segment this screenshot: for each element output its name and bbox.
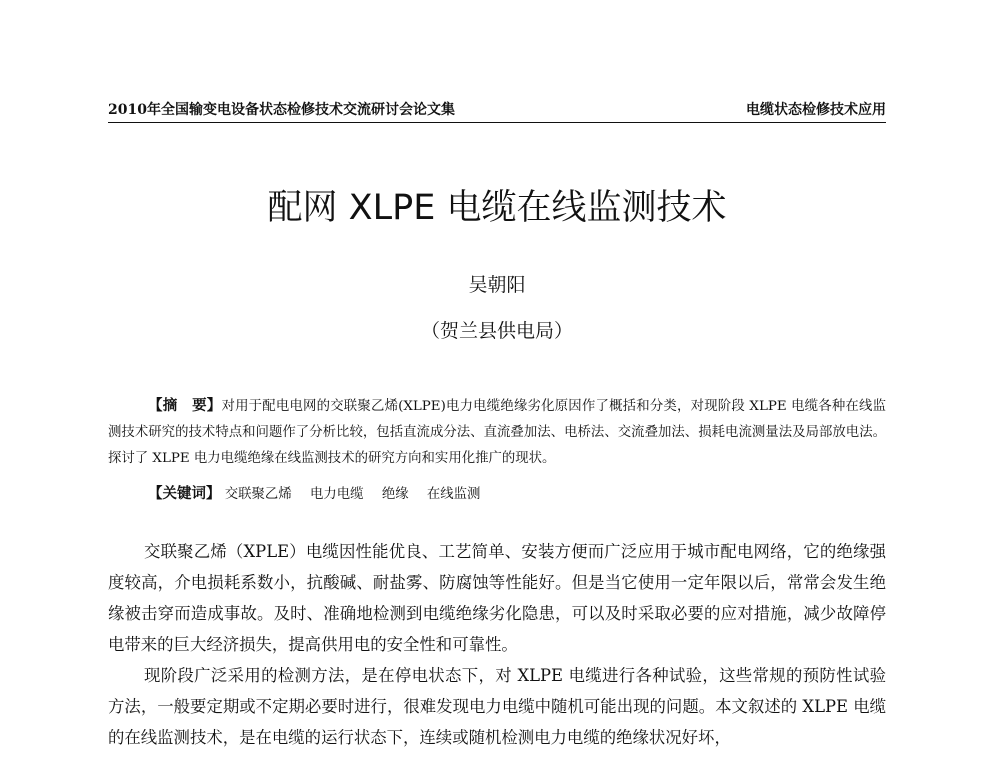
body-paragraph: 交联聚乙烯（XPLE）电缆因性能优良、工艺简单、安装方便而广泛应用于城市配电网络，它的绝缘强度较高，介电损耗系数小，抗酸碱、耐盐雾、防腐蚀等性能好。但是当它使用一定年限以后，常常会发生绝缘被击穿而造成事故。及时、准确地检测到电缆绝缘劣化隐患，可以及时采取必要的应对措施，减少故障停电带来的巨大经济损失，提高供用电的安全性和可靠性。 — [108, 542, 886, 654]
body-paragraph: 现阶段广泛采用的检测方法，是在停电状态下，对 XLPE 电缆进行各种试验，这些常规的预防性试验方法，一般要定期或不定期必要时进行，很难发现电力电缆中随机可能出现的问题。本文叙述的 XLPE 电缆的在线监测技术，是在电缆的运行状态下，连续或随机检测电力电缆的绝缘状况好坏， — [108, 666, 886, 747]
author-affiliation: （贺兰县供电局） — [420, 320, 573, 342]
header-rule — [108, 122, 886, 123]
body-text — [108, 536, 886, 753]
keyword: 在线监测 — [426, 487, 481, 502]
keyword: 绝缘 — [381, 487, 409, 502]
abstract-label: 【摘 要】 — [148, 397, 222, 414]
header-section-title: 电缆状态检修技术应用 — [746, 102, 886, 118]
abstract — [108, 393, 886, 472]
keyword: 交联聚乙烯 — [224, 487, 292, 502]
keyword: 电力电缆 — [309, 487, 364, 502]
paper-title: 配网 XLPE 电缆在线监测技术 — [267, 188, 727, 228]
keywords-label: 【关键词】 — [148, 485, 221, 502]
keywords — [148, 481, 886, 508]
abstract-text: 对用于配电电网的交联聚乙烯(XLPE)电力电缆绝缘劣化原因作了概括和分类，对现阶段 XLPE 电缆各种在线监测技术研究的技术特点和问题作了分析比较，包括直流成分法、直流叠加法、电桥法、交流叠加法、损耗电流测量法及局部放电法。探讨了 XLPE 电力电缆绝缘在线监测技术的研究方向和实用化推广的现状。 — [108, 399, 886, 466]
author-name: 吴朝阳 — [468, 274, 526, 296]
running-header — [108, 100, 886, 120]
header-proceedings-title: 2010年全国输变电设备状态检修技术交流研讨会论文集 — [108, 102, 455, 118]
